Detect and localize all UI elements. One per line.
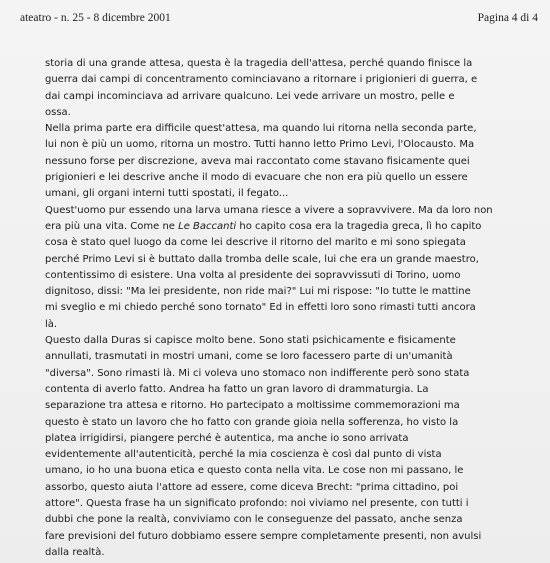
- body-line: contentissimo di esistere. Una volta al presidente dei sopravvissuti di Torino, uomo: [45, 269, 461, 281]
- body-line: nessuno forse per discrezione, aveva mai raccontato come stavano fisicamente quei: [45, 155, 470, 167]
- body-line: evidentemente all'autenticità, perché la mia coscienza è così dal punto di vista: [45, 449, 442, 461]
- body-line: dubbi che pone la realtà, conviviamo con le conseguenze del passato, anche senza: [45, 514, 463, 526]
- body-line: Questo dalla Duras si capisce molto bene. Sono stati psichicamente e fisicamente: [45, 335, 456, 347]
- body-line: perché Primo Levi si è buttato dalla tromba delle scale, lui che era un grande maestro,: [45, 253, 479, 265]
- body-line: ossa.: [45, 106, 71, 118]
- body-line: separazione tra attesa e ritorno. Ho partecipato a moltissime commemorazioni ma: [45, 400, 460, 412]
- body-line: umani, gli organi interni tutti spostati, il fegato...: [45, 188, 289, 200]
- body-line: Quest'uomo pur essendo una larva umana riesce a vivere a sopravvivere. Ma da loro non: [45, 204, 493, 216]
- body-line: annullati, trasmutati in mostri umani, come se loro facessero parte di un'umanità: [45, 351, 453, 363]
- body-line: umano, io ho una buona etica e questo conta nella vita. Le cose non mi passano, le: [45, 465, 464, 477]
- body-line: Nella prima parte era difficile quest'attesa, ma quando lui ritorna nella seconda parte,: [45, 123, 477, 135]
- body-line: dignitoso, dissi: "Ma lei presidente, non ride mai?" Lui mi rispose: "Io tutte le mattine: [45, 286, 471, 298]
- body-line: storia di una grande attesa, questa è la tragedia dell'attesa, perché quando finisce la: [45, 58, 473, 69]
- play-title: Le Baccanti: [178, 220, 237, 232]
- body-line: cosa è stato quel luogo da come lei descrive il ritorno del marito e mi sono spiegata: [45, 237, 466, 249]
- body-line: guerra dai campi di concentramento cominciavano a ritornare i prigionieri di guerra, e: [45, 74, 478, 86]
- body-line: "diversa". Sono rimasti là. Mi ci voleva uno stomaco non indifferente però sono stata: [45, 367, 470, 379]
- body-line: questo è stato un lavoro che ho fatto con grande gioia nella sofferenza, ho visto la: [45, 416, 459, 428]
- page-header: [20, 12, 538, 28]
- body-line: prigionieri e lei descrive anche il modo di evacuare che non era più quello un essere: [45, 172, 468, 184]
- body-line: lui non è più un uomo, ritorna un mostro. Tutti hanno letto Primo Levi, l'Olocausto. Ma: [45, 139, 475, 151]
- body-line: dai campi incominciava ad arrivare qualcuno. Lei vede arrivare un mostro, pelle e: [45, 90, 455, 102]
- body-line: fare previsioni del futuro dobbiamo essere sempre completamente presenti, non avulsi: [45, 530, 482, 542]
- body-line: assorbo, questo aiuta l'attore ad essere, come diceva Brecht: "prima cittadino, poi: [45, 481, 459, 493]
- header-publication: ateatro - n. 25 - 8 dicembre 2001: [20, 12, 171, 24]
- body-line: era più una vita. Come ne Le Baccanti ho capito cosa era la tragedia greca, lì ho capito: [45, 220, 482, 232]
- body-line: là.: [45, 318, 58, 330]
- body-line: mi sveglio e mi chiedo perché sono tornato" Ed in effetti loro sono rimasti tutti ancora: [45, 302, 476, 314]
- body-line: dalla realtà.: [45, 546, 105, 558]
- body-line: contenta di averlo fatto. Andrea ha fatto un gran lavoro di drammaturgia. La: [45, 383, 429, 395]
- article-body: [45, 56, 511, 561]
- body-line: platea irrigidirsi, piangere perché è autentica, ma anche io sono arrivata: [45, 432, 409, 444]
- header-page-number: Pagina 4 di 4: [477, 12, 538, 24]
- body-line: attore". Questa frase ha un significato profondo: noi viviamo nel presente, con tutti i: [45, 498, 469, 510]
